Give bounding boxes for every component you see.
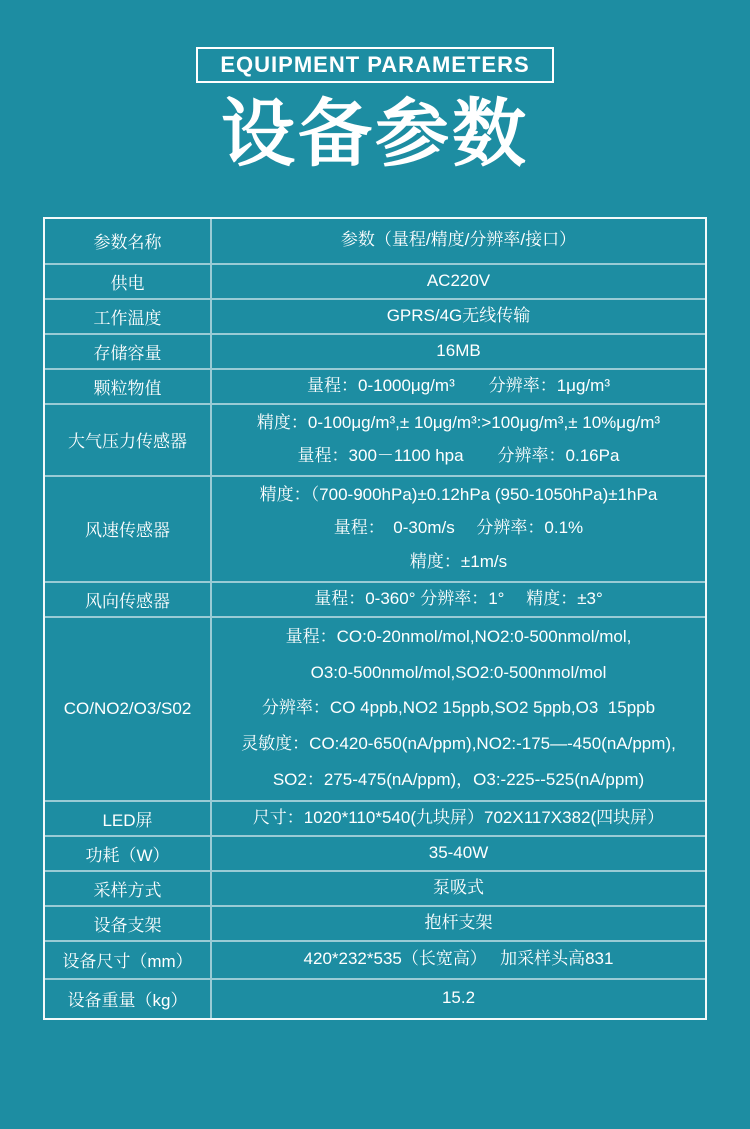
table-row [45,872,705,907]
table-row [45,837,705,872]
param-value-line: 灵敏度：CO:420-650(nA/ppm),NO2:-175—-450(nA/ppm), [241,734,676,754]
param-value-cell [212,335,705,368]
param-value-line: SO2：275-475(nA/ppm)，O3:-225--525(nA/ppm) [272,769,645,789]
param-value-line: 15.2 [441,988,476,1008]
param-name-cell: 工作温度 [45,300,212,333]
param-value-cell [212,300,705,333]
table-header-row [45,219,705,265]
param-value-cell [212,583,705,616]
param-value-line: 420*232*535（长宽高） 加采样头高831 [303,949,614,969]
table-row [45,335,705,370]
param-value-cell [212,802,705,835]
table-row [45,980,705,1018]
param-name-cell: CO/NO2/O3/S02 [45,618,212,800]
param-value-line: 尺寸：1020*110*540(九块屏）702X117X382(四块屏） [252,807,665,827]
header-badge-wrap [0,0,750,83]
header-badge [196,47,553,83]
param-value-line: 精度：（700-900hPa)±0.12hPa (950-1050hPa)±1hPa [259,485,658,505]
param-name-cell: 设备支架 [45,907,212,940]
param-value-line: 35-40W [428,842,489,862]
param-value-line: 量程：300－1100 hpa 分辨率：0.16Pa [297,445,620,465]
param-name-header-cell: 参数名称 [45,219,212,263]
param-name-cell: 颗粒物值 [45,370,212,403]
param-name-cell: 大气压力传感器 [45,405,212,475]
table-row [45,405,705,477]
param-name-cell: 存储容量 [45,335,212,368]
param-name-cell: 风向传感器 [45,583,212,616]
param-value-cell [212,405,705,475]
param-value-cell [212,942,705,978]
param-name-cell: 设备尺寸（mm） [45,942,212,978]
table-row [45,907,705,942]
param-value-cell [212,618,705,800]
param-value-line: 参数（量程/精度/分辨率/接口） [340,230,577,250]
parameters-table [43,217,707,1020]
param-value-cell [212,872,705,905]
header-badge-label: EQUIPMENT PARAMETERS [220,52,530,77]
param-value-cell [212,265,705,298]
param-value-cell [212,837,705,870]
param-value-line: 抱杆支架 [424,912,493,932]
param-value-line: 分辨率：CO 4ppb,NO2 15ppb,SO2 5ppb,O3 15ppb [261,698,656,718]
table-row [45,265,705,300]
param-value-line: 16MB [436,340,481,360]
param-value-line: 泵吸式 [433,877,484,897]
param-value-line: AC220V [426,270,491,290]
table-row [45,942,705,980]
page-title: 设备参数 [221,92,529,175]
param-name-cell: 供电 [45,265,212,298]
param-value-line: GPRS/4G无线传输 [386,305,531,325]
table-row [45,477,705,583]
param-value-line: 量程：0-1000μg/m³ 分辨率：1μg/m³ [307,375,610,395]
param-value-header-cell [212,219,705,263]
table-row [45,802,705,837]
param-value-cell [212,980,705,1018]
param-value-cell [212,477,705,581]
param-name-cell: 功耗（W） [45,837,212,870]
table-row [45,370,705,405]
param-value-line: 量程： 0-30m/s 分辨率：0.1% [333,518,584,538]
param-value-cell [212,907,705,940]
param-name-cell: 采样方式 [45,872,212,905]
param-name-cell: 设备重量（kg） [45,980,212,1018]
param-value-line: 精度：0-100μg/m³,± 10μg/m³:>100μg/m³,± 10%μg/m³ [256,412,661,432]
table-row [45,300,705,335]
param-value-line: 量程：CO:0-20nmol/mol,NO2:0-500nmol/mol, [285,627,632,647]
param-name-cell: LED屏 [45,802,212,835]
param-value-cell [212,370,705,403]
table-row [45,618,705,802]
param-name-cell: 风速传感器 [45,477,212,581]
param-value-line: 精度：±1m/s [409,551,508,571]
param-value-line: O3:0-500nmol/mol,SO2:0-500nmol/mol [310,662,607,682]
param-value-line: 量程：0-360° 分辨率：1° 精度：±3° [314,588,603,608]
table-row [45,583,705,618]
